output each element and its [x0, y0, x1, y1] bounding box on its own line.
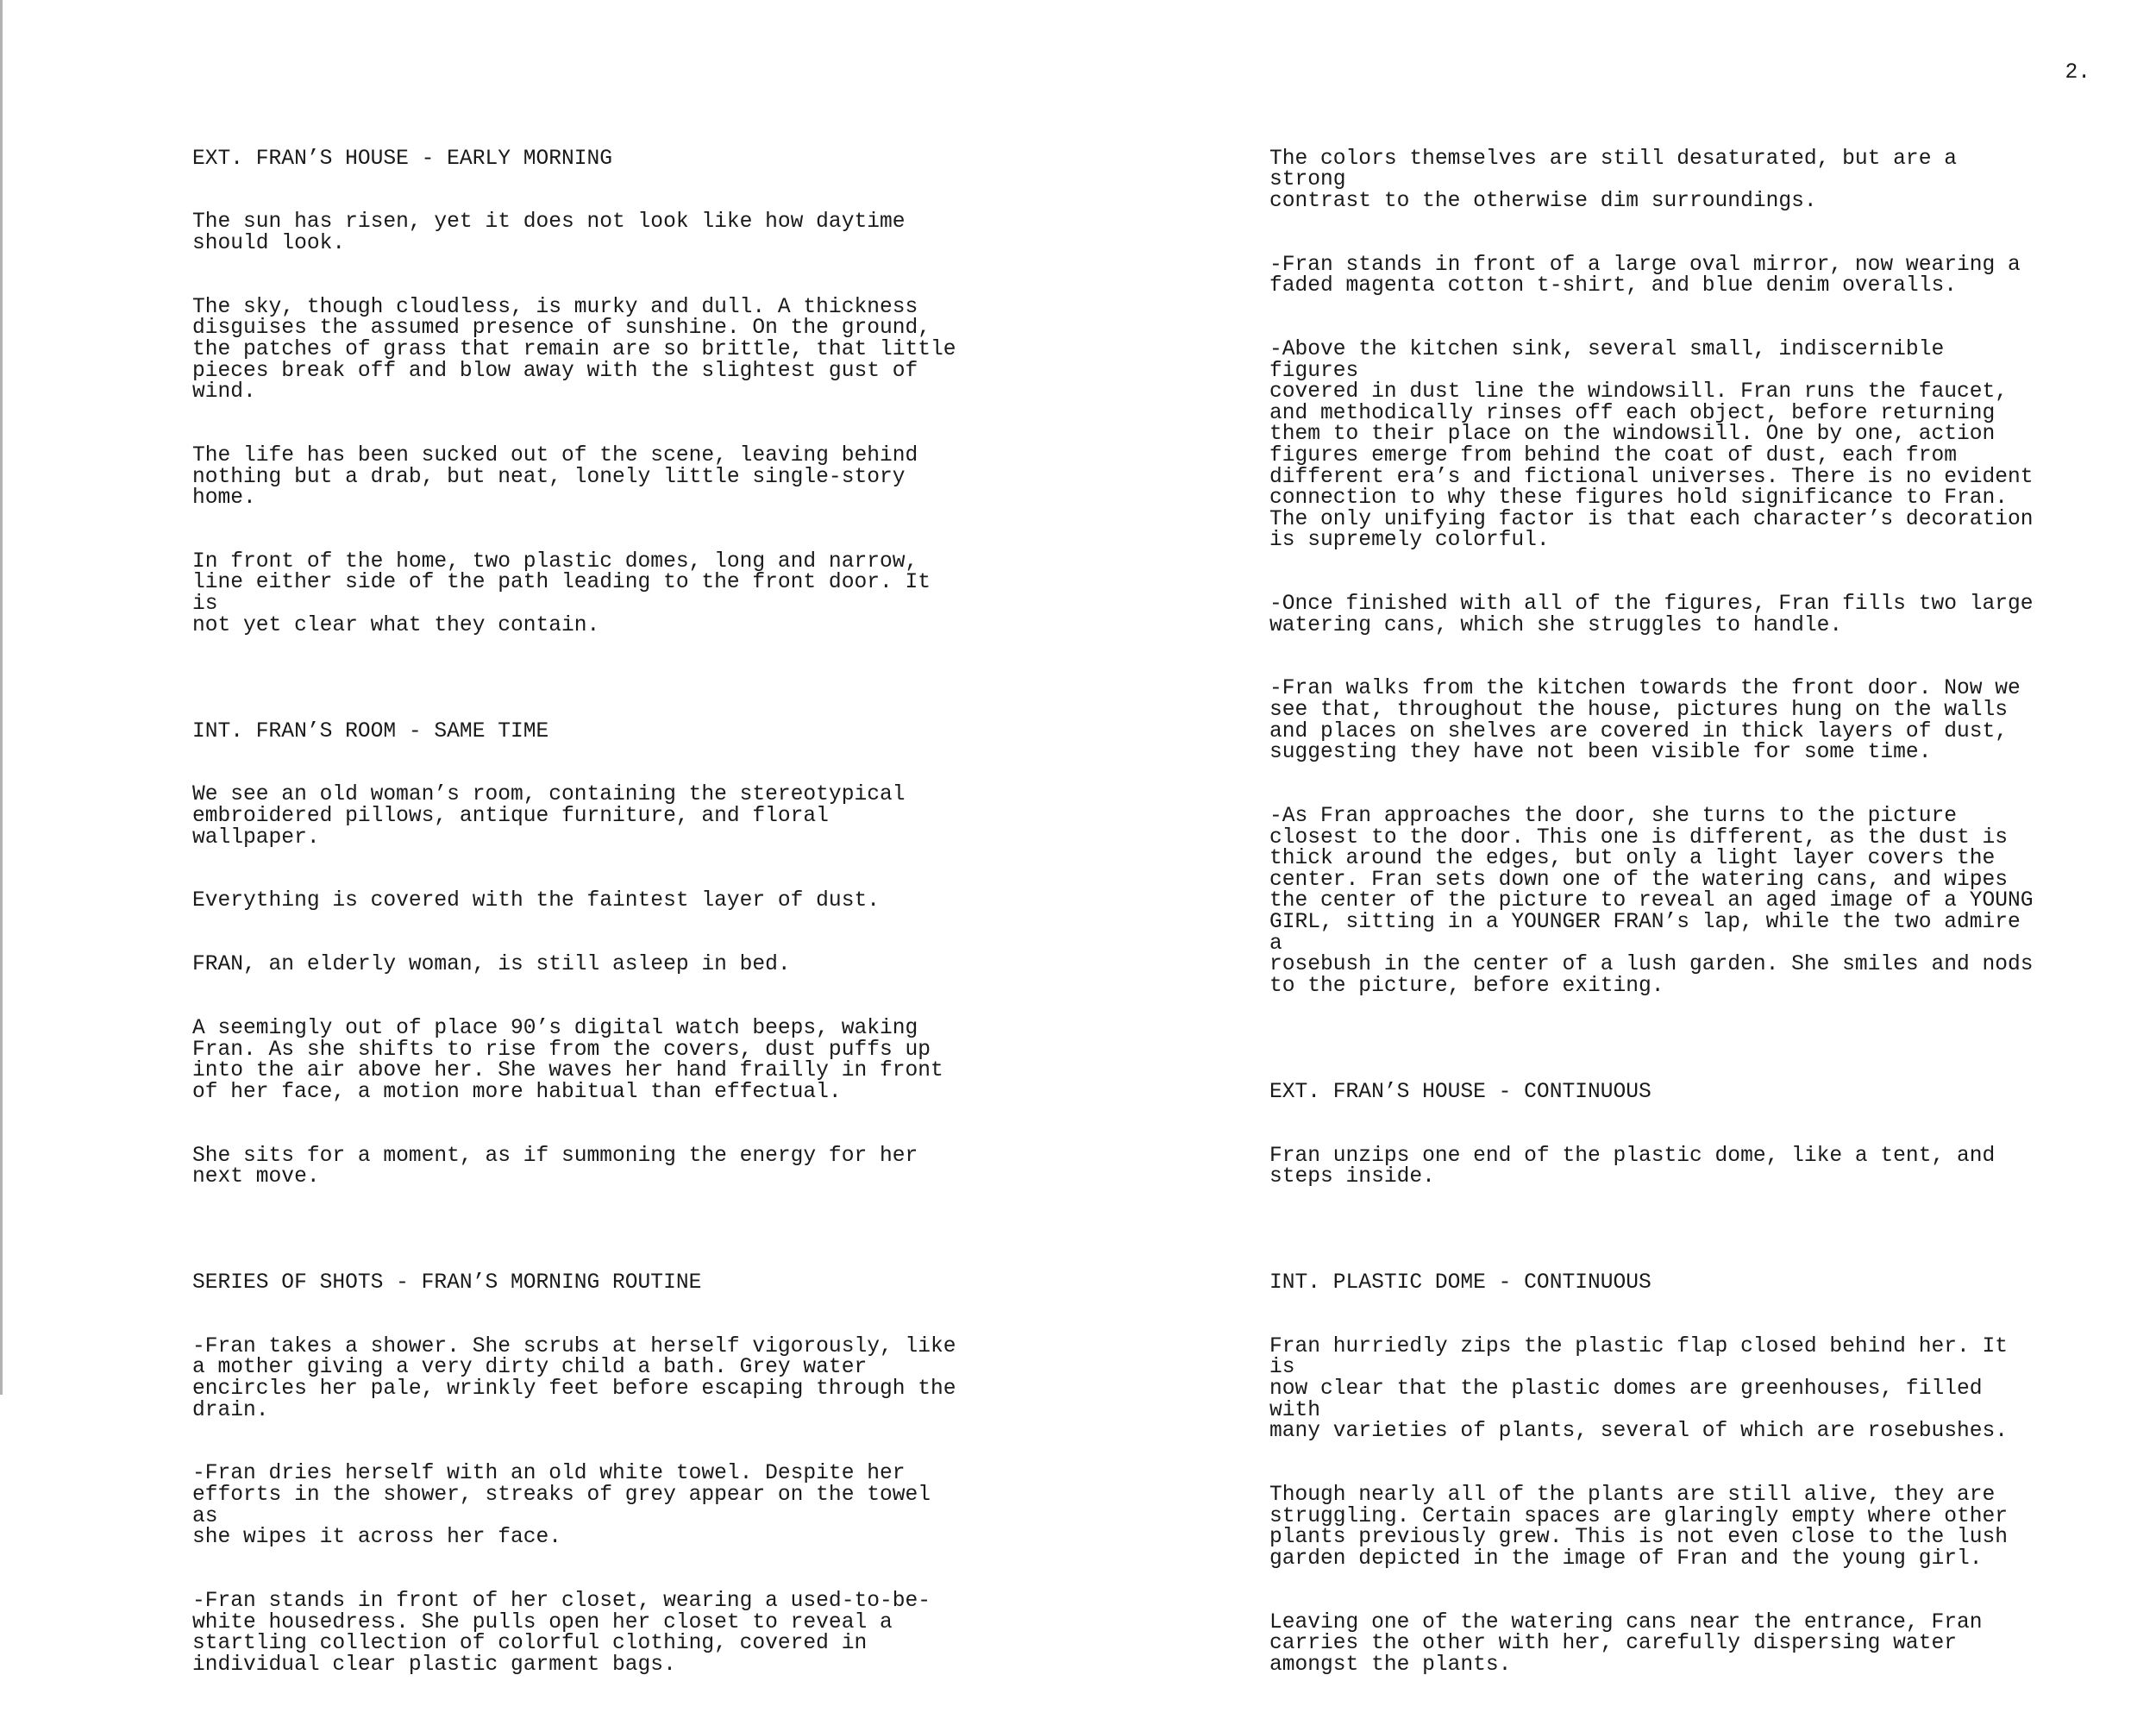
action-paragraph: -Fran takes a shower. She scrubs at herself vigorously, like a mother giving a very dirty child a bath. Grey water encircles her pale, wrinkly feet before escaping through the drain.	[192, 1334, 956, 1422]
action-paragraph: Though nearly all of the plants are still alive, they are struggling. Certain spaces are glaringly empty where other plants previously grew. This is not even close to the lush garden depicted in the image of Fran and the young girl.	[1269, 1484, 2009, 1571]
scene-heading: EXT. FRAN’S HOUSE - EARLY MORNING	[192, 147, 613, 171]
action-paragraph: The life has been sucked out of the scene, leaving behind nothing but a drab, but neat, lonely little single-story home.	[192, 443, 918, 511]
action-paragraph: Leaving one of the watering cans near the entrance, Fran carries the other with her, carefully dispersing water amongst the plants.	[1269, 1610, 1983, 1677]
action-paragraph: -Above the kitchen sink, several small, indiscernible figures covered in dust line the windowsill. Fran runs the faucet, and methodically rinses off each object, before returning them to their place on the windowsill. One by one, action figures emerge from behind the coat of dust, each from different era’s and fictional universes. There is no evident connection to why these figures hold significance to Fran. The only unifying factor is that each character’s decoration is supremely colorful.	[1269, 337, 2034, 553]
action-paragraph: In front of the home, two plastic domes, long and narrow, line either side of the path leading to the front door. It is not yet clear what they contain.	[192, 549, 931, 637]
scene-heading: SERIES OF SHOTS - FRAN’S MORNING ROUTINE	[192, 1271, 702, 1296]
scene-heading: INT. PLASTIC DOME - CONTINUOUS	[1269, 1271, 1651, 1296]
action-paragraph: She sits for a moment, as if summoning the energy for her next move.	[192, 1144, 918, 1189]
page-number: 2.	[2065, 61, 2090, 85]
script-page-right	[1078, 0, 2156, 1677]
action-paragraph: Fran hurriedly zips the plastic flap closed behind her. It is now clear that the plastic domes are greenhouses, filled with many varieties of plants, several of which are rosebushes.	[1269, 1334, 2009, 1444]
action-paragraph: -Fran walks from the kitchen towards the front door. Now we see that, throughout the house, pictures hung on the walls and places on shelves are covered in thick layers of dust, suggesting they have not been visible for some time.	[1269, 677, 2021, 765]
action-paragraph: -Once finished with all of the figures, Fran fills two large watering cans, which she struggles to handle.	[1269, 593, 2034, 637]
action-paragraph: -Fran stands in front of her closet, wearing a used-to-be- white housedress. She pulls open her closet to reveal a startling collection of colorful clothing, covered in individual clear plastic garment bags.	[192, 1589, 931, 1677]
action-paragraph: Everything is covered with the faintest layer of dust.	[192, 889, 880, 913]
action-paragraph: A seemingly out of place 90’s digital watch beeps, waking Fran. As she shifts to rise from the covers, dust puffs up into the air above her. She waves her hand frailly in front of her face, a motion more habitual than effectual.	[192, 1016, 943, 1104]
page-text-column	[192, 128, 968, 1719]
action-paragraph: Fran unzips one end of the plastic dome, like a tent, and steps inside.	[1269, 1144, 1996, 1189]
scene-heading: INT. FRAN’S ROOM - SAME TIME	[192, 719, 549, 743]
action-paragraph: FRAN, an elderly woman, is still asleep in bed.	[192, 953, 791, 977]
action-paragraph: -Fran stands in front of a large oval mirror, now wearing a faded magenta cotton t-shirt, and blue denim overalls.	[1269, 253, 2021, 298]
action-paragraph: The sun has risen, yet it does not look like how daytime should look.	[192, 210, 906, 255]
action-paragraph: We see an old woman’s room, containing the stereotypical embroidered pillows, antique furniture, and floral wallpaper.	[192, 783, 906, 850]
action-paragraph: The sky, though cloudless, is murky and dull. A thickness disguises the assumed presence of sunshine. On the ground, the patches of grass that remain are so brittle, that little pieces break off and blow away with the slightest gust of wind.	[192, 295, 956, 405]
action-paragraph: -As Fran approaches the door, she turns to the picture closest to the door. This one is different, as the dust is thick around the edges, but only a light layer covers the center. Fran sets down one of the watering cans, and wipes the center of the picture to reveal an aged image of a YOUNG GIRL, sitting in a YOUNGER FRAN’s lap, while the two admire a rosebush in the center of a lush garden. She smiles and nods to the picture, before exiting.	[1269, 805, 2034, 998]
action-paragraph: -Fran dries herself with an old white towel. Despite her efforts in the shower, streaks of grey appear on the towel as she wipes it across her face.	[192, 1462, 931, 1550]
page-text-column	[1269, 128, 2046, 1719]
action-paragraph: The colors themselves are still desaturated, but are a strong contrast to the otherwise dim surroundings.	[1269, 147, 1957, 213]
script-page-left	[3, 0, 1078, 1677]
scene-heading: EXT. FRAN’S HOUSE - CONTINUOUS	[1269, 1080, 1651, 1104]
